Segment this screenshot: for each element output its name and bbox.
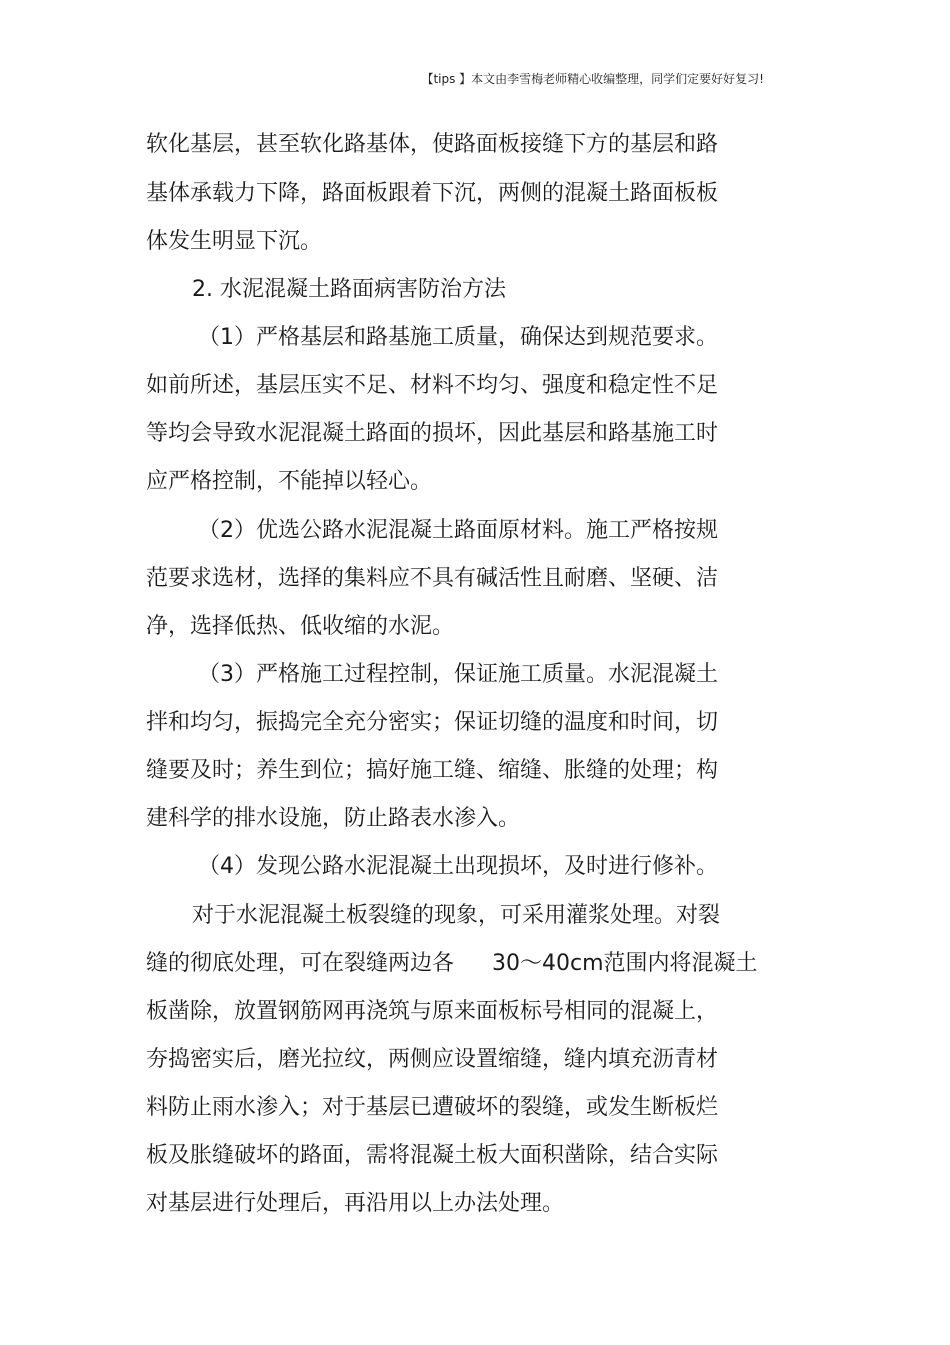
paragraph-line: （1）严格基层和路基施工质量，确保达到规范要求。	[198, 325, 718, 350]
paragraph-line: 建科学的排水设施，防止路表水渗入。	[146, 806, 521, 831]
paragraph-line: （2）优选公路水泥混凝土路面原材料。施工严格按规	[198, 518, 718, 543]
line-text-range: 30～40cm范围内将混凝土	[492, 951, 758, 976]
paragraph-line: 如前所述，基层压实不足、材料不均匀、强度和稳定性不足	[146, 373, 719, 398]
line-text-start: 缝的彻底处理，可在裂缝两边各	[146, 951, 455, 976]
paragraph-line	[146, 950, 758, 978]
paragraph-line: 板及胀缝破坏的路面，需将混凝土板大面积凿除，结合实际	[146, 1143, 719, 1168]
paragraph-line: 拌和均匀，振捣完全充分密实；保证切缝的温度和时间，切	[146, 710, 719, 735]
paragraph-line: 对基层进行处理后，再沿用以上办法处理。	[146, 1191, 565, 1216]
paragraph-line: 板凿除，放置钢筋网再浇筑与原来面板标号相同的混凝上，	[146, 999, 719, 1024]
paragraph-line: 体发生明显下沉。	[146, 229, 323, 254]
section-heading: 2. 水泥混凝土路面病害防治方法	[192, 277, 506, 302]
paragraph-line: 基体承载力下降，路面板跟着下沉，两侧的混凝土路面板板	[146, 181, 719, 206]
paragraph-line: （4）发现公路水泥混凝土出现损坏，及时进行修补。	[198, 854, 718, 879]
paragraph-line: （3）严格施工过程控制，保证施工质量。水泥混凝土	[198, 662, 718, 687]
paragraph-line: 夯捣密实后，磨光拉纹，两侧应设置缩缝，缝内填充沥青材	[146, 1047, 719, 1072]
paragraph-line: 净，选择低热、低收缩的水泥。	[146, 614, 455, 639]
paragraph-line: 料防止雨水渗入；对于基层已遭破坏的裂缝，或发生断板烂	[146, 1095, 719, 1120]
paragraph-line: 对于水泥混凝土板裂缝的现象，可采用灌浆处理。对裂	[192, 903, 721, 928]
tips-header-note: 【tips 】本文由李雪梅老师精心收编整理，同学们定要好好复习!	[421, 72, 764, 86]
paragraph-line: 软化基层，甚至软化路基体，使路面板接缝下方的基层和路	[146, 132, 719, 157]
paragraph-line: 应严格控制，不能掉以轻心。	[146, 469, 433, 494]
paragraph-line: 等均会导致水泥混凝土路面的损坏，因此基层和路基施工时	[146, 421, 719, 446]
paragraph-line: 范要求选材，选择的集料应不具有碱活性且耐磨、坚硬、洁	[146, 566, 719, 591]
paragraph-line: 缝要及时；养生到位；搞好施工缝、缩缝、胀缝的处理；构	[146, 758, 719, 783]
